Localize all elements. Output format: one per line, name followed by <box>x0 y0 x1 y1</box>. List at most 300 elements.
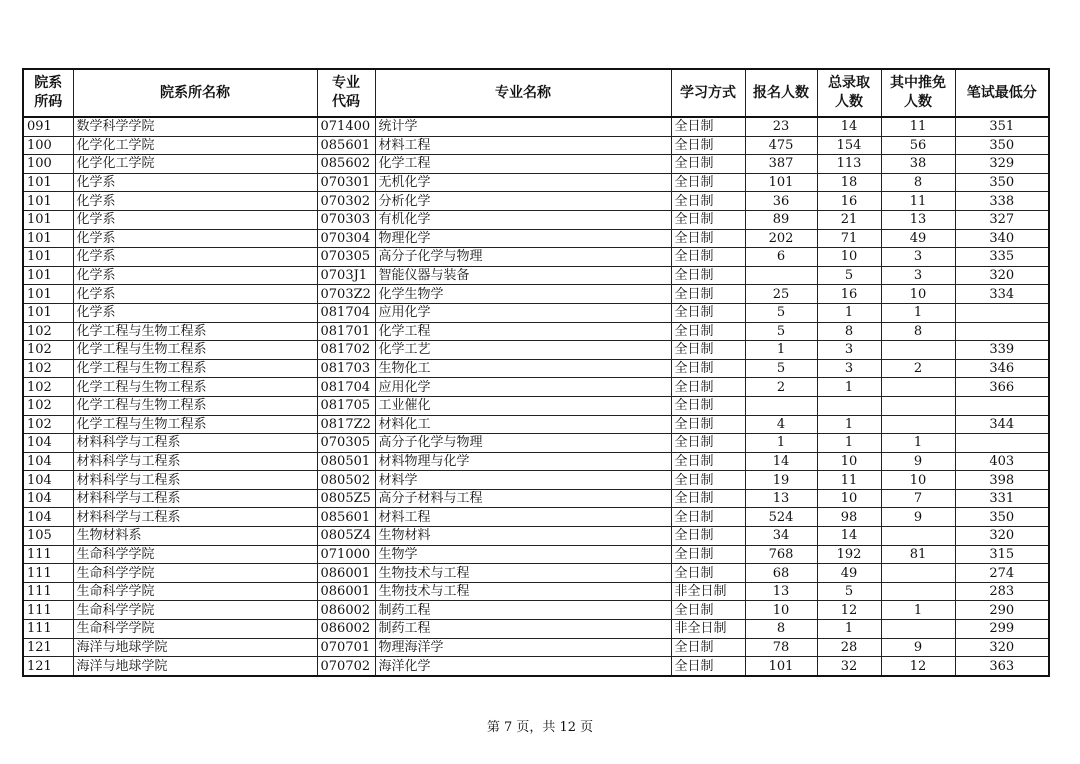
cell-exempt <box>881 396 955 415</box>
cell-major-name: 化学工艺 <box>375 341 671 360</box>
cell-applicants: 475 <box>745 136 817 155</box>
cell-study-mode: 全日制 <box>671 341 745 360</box>
header-min-score <box>955 69 1049 117</box>
cell-major-name: 高分子化学与物理 <box>375 248 671 267</box>
cell-major-name: 海洋化学 <box>375 657 671 676</box>
header-label-line: 人数 <box>835 94 863 110</box>
cell-dept-code: 102 <box>23 341 73 360</box>
header-label-line: 所码 <box>34 94 63 110</box>
table-row <box>23 527 1049 546</box>
cell-applicants: 19 <box>745 471 817 490</box>
cell-dept-code: 091 <box>23 117 73 136</box>
cell-major-code: 070305 <box>317 434 375 453</box>
cell-dept-code: 101 <box>23 173 73 192</box>
cell-dept-code: 104 <box>23 434 73 453</box>
cell-study-mode: 全日制 <box>671 601 745 620</box>
cell-exempt: 11 <box>881 192 955 211</box>
cell-major-name: 材料工程 <box>375 136 671 155</box>
cell-dept-name: 化学系 <box>73 173 317 192</box>
cell-major-name: 统计学 <box>375 117 671 136</box>
cell-min-score: 283 <box>955 582 1049 601</box>
cell-min-score: 398 <box>955 471 1049 490</box>
cell-dept-code: 104 <box>23 452 73 471</box>
cell-exempt: 11 <box>881 117 955 136</box>
cell-study-mode: 全日制 <box>671 396 745 415</box>
cell-applicants: 4 <box>745 415 817 434</box>
header-major-code <box>317 69 375 117</box>
cell-exempt <box>881 415 955 434</box>
cell-major-name: 智能仪器与装备 <box>375 266 671 285</box>
cell-min-score: 320 <box>955 266 1049 285</box>
cell-major-code: 086001 <box>317 564 375 583</box>
cell-min-score: 366 <box>955 378 1049 397</box>
cell-study-mode: 全日制 <box>671 192 745 211</box>
table-row <box>23 489 1049 508</box>
cell-study-mode: 全日制 <box>671 285 745 304</box>
cell-dept-code: 111 <box>23 564 73 583</box>
cell-study-mode: 全日制 <box>671 545 745 564</box>
cell-exempt: 1 <box>881 303 955 322</box>
cell-dept-code: 111 <box>23 545 73 564</box>
cell-min-score <box>955 396 1049 415</box>
cell-min-score: 320 <box>955 638 1049 657</box>
cell-exempt: 38 <box>881 155 955 174</box>
cell-major-code: 081704 <box>317 303 375 322</box>
cell-dept-code: 102 <box>23 396 73 415</box>
cell-applicants: 202 <box>745 229 817 248</box>
header-applicants <box>745 69 817 117</box>
cell-major-code: 070303 <box>317 210 375 229</box>
cell-dept-name: 海洋与地球学院 <box>73 657 317 676</box>
cell-dept-name: 化学工程与生物工程系 <box>73 396 317 415</box>
cell-min-score: 329 <box>955 155 1049 174</box>
table-row <box>23 508 1049 527</box>
cell-dept-code: 111 <box>23 582 73 601</box>
cell-applicants <box>745 396 817 415</box>
cell-major-code: 070302 <box>317 192 375 211</box>
cell-major-code: 081705 <box>317 396 375 415</box>
cell-applicants: 1 <box>745 341 817 360</box>
cell-study-mode: 非全日制 <box>671 582 745 601</box>
table-row <box>23 564 1049 583</box>
cell-major-code: 081703 <box>317 359 375 378</box>
cell-exempt <box>881 527 955 546</box>
cell-dept-name: 化学工程与生物工程系 <box>73 415 317 434</box>
cell-exempt <box>881 620 955 639</box>
cell-applicants: 768 <box>745 545 817 564</box>
cell-applicants: 36 <box>745 192 817 211</box>
cell-major-code: 070305 <box>317 248 375 267</box>
header-label-line: 人数 <box>904 94 932 110</box>
table-row <box>23 657 1049 676</box>
header-label-line: 院系 <box>34 75 63 91</box>
cell-admitted: 113 <box>817 155 881 174</box>
cell-min-score: 346 <box>955 359 1049 378</box>
table-row <box>23 359 1049 378</box>
cell-applicants: 25 <box>745 285 817 304</box>
cell-study-mode: 全日制 <box>671 266 745 285</box>
cell-min-score: 334 <box>955 285 1049 304</box>
header-major-name <box>375 69 671 117</box>
cell-applicants: 387 <box>745 155 817 174</box>
header-admitted <box>817 69 881 117</box>
cell-major-name: 制药工程 <box>375 601 671 620</box>
cell-dept-name: 生命科学学院 <box>73 564 317 583</box>
cell-dept-name: 化学工程与生物工程系 <box>73 322 317 341</box>
cell-study-mode: 全日制 <box>671 378 745 397</box>
cell-study-mode: 全日制 <box>671 508 745 527</box>
cell-major-code: 081702 <box>317 341 375 360</box>
cell-major-code: 070701 <box>317 638 375 657</box>
cell-admitted: 16 <box>817 285 881 304</box>
cell-applicants: 13 <box>745 489 817 508</box>
cell-dept-code: 111 <box>23 601 73 620</box>
cell-major-name: 应用化学 <box>375 378 671 397</box>
cell-dept-name: 生命科学学院 <box>73 601 317 620</box>
cell-applicants: 23 <box>745 117 817 136</box>
cell-admitted: 5 <box>817 266 881 285</box>
cell-dept-code: 105 <box>23 527 73 546</box>
table-row <box>23 229 1049 248</box>
cell-admitted: 98 <box>817 508 881 527</box>
cell-applicants: 5 <box>745 322 817 341</box>
header-label-line: 专业 <box>332 75 360 91</box>
cell-exempt: 10 <box>881 285 955 304</box>
cell-major-name: 化学工程 <box>375 155 671 174</box>
cell-major-code: 0805Z4 <box>317 527 375 546</box>
cell-study-mode: 全日制 <box>671 210 745 229</box>
cell-exempt: 1 <box>881 434 955 453</box>
cell-dept-name: 材料科学与工程系 <box>73 434 317 453</box>
cell-admitted: 11 <box>817 471 881 490</box>
table-row <box>23 452 1049 471</box>
cell-dept-name: 化学工程与生物工程系 <box>73 341 317 360</box>
table-row <box>23 378 1049 397</box>
cell-admitted: 32 <box>817 657 881 676</box>
cell-exempt: 10 <box>881 471 955 490</box>
table-row <box>23 434 1049 453</box>
cell-dept-name: 材料科学与工程系 <box>73 489 317 508</box>
cell-major-code: 081704 <box>317 378 375 397</box>
cell-admitted: 16 <box>817 192 881 211</box>
cell-exempt: 13 <box>881 210 955 229</box>
cell-admitted <box>817 396 881 415</box>
cell-applicants: 8 <box>745 620 817 639</box>
cell-dept-name: 化学化工学院 <box>73 136 317 155</box>
cell-applicants: 524 <box>745 508 817 527</box>
header-label-line: 笔试最低分 <box>966 84 1037 101</box>
cell-dept-code: 102 <box>23 322 73 341</box>
cell-applicants: 78 <box>745 638 817 657</box>
cell-dept-name: 化学系 <box>73 229 317 248</box>
cell-major-code: 070304 <box>317 229 375 248</box>
cell-study-mode: 全日制 <box>671 434 745 453</box>
table-row <box>23 322 1049 341</box>
table-row <box>23 341 1049 360</box>
header-label-line: 总录取 <box>828 75 870 91</box>
table-row <box>23 396 1049 415</box>
cell-dept-code: 104 <box>23 508 73 527</box>
cell-study-mode: 全日制 <box>671 322 745 341</box>
cell-dept-code: 101 <box>23 285 73 304</box>
cell-study-mode: 全日制 <box>671 527 745 546</box>
table-body <box>23 117 1049 676</box>
cell-applicants: 68 <box>745 564 817 583</box>
cell-exempt: 56 <box>881 136 955 155</box>
cell-dept-code: 121 <box>23 657 73 676</box>
cell-dept-code: 121 <box>23 638 73 657</box>
cell-dept-code: 104 <box>23 471 73 490</box>
cell-admitted: 21 <box>817 210 881 229</box>
cell-admitted: 5 <box>817 582 881 601</box>
cell-min-score: 350 <box>955 173 1049 192</box>
cell-major-name: 高分子化学与物理 <box>375 434 671 453</box>
cell-study-mode: 全日制 <box>671 471 745 490</box>
cell-exempt: 9 <box>881 638 955 657</box>
cell-applicants: 34 <box>745 527 817 546</box>
cell-admitted: 18 <box>817 173 881 192</box>
cell-dept-code: 111 <box>23 620 73 639</box>
cell-study-mode: 全日制 <box>671 657 745 676</box>
table-header-row <box>23 69 1049 117</box>
table-row <box>23 638 1049 657</box>
cell-major-code: 0703Z2 <box>317 285 375 304</box>
cell-study-mode: 全日制 <box>671 229 745 248</box>
cell-applicants: 13 <box>745 582 817 601</box>
cell-major-name: 材料化工 <box>375 415 671 434</box>
cell-major-code: 071000 <box>317 545 375 564</box>
cell-admitted: 71 <box>817 229 881 248</box>
table-row <box>23 285 1049 304</box>
cell-exempt: 49 <box>881 229 955 248</box>
table-row <box>23 192 1049 211</box>
cell-major-name: 工业催化 <box>375 396 671 415</box>
cell-min-score <box>955 322 1049 341</box>
cell-dept-name: 材料科学与工程系 <box>73 471 317 490</box>
cell-exempt <box>881 582 955 601</box>
cell-study-mode: 全日制 <box>671 564 745 583</box>
cell-exempt <box>881 341 955 360</box>
table-row <box>23 136 1049 155</box>
cell-applicants: 101 <box>745 173 817 192</box>
cell-major-name: 材料物理与化学 <box>375 452 671 471</box>
cell-exempt: 12 <box>881 657 955 676</box>
cell-major-name: 应用化学 <box>375 303 671 322</box>
cell-major-code: 085602 <box>317 155 375 174</box>
cell-min-score: 351 <box>955 117 1049 136</box>
cell-dept-name: 海洋与地球学院 <box>73 638 317 657</box>
cell-major-name: 生物技术与工程 <box>375 564 671 583</box>
cell-exempt: 1 <box>881 601 955 620</box>
cell-study-mode: 非全日制 <box>671 620 745 639</box>
cell-exempt: 3 <box>881 266 955 285</box>
cell-dept-name: 化学系 <box>73 303 317 322</box>
cell-admitted: 14 <box>817 527 881 546</box>
cell-major-code: 0817Z2 <box>317 415 375 434</box>
cell-major-name: 生物技术与工程 <box>375 582 671 601</box>
cell-major-code: 086002 <box>317 620 375 639</box>
cell-dept-name: 化学工程与生物工程系 <box>73 359 317 378</box>
page-footer: 第 7 页，共 12 页 <box>486 720 594 735</box>
cell-major-code: 071400 <box>317 117 375 136</box>
cell-min-score: 299 <box>955 620 1049 639</box>
cell-applicants: 1 <box>745 434 817 453</box>
cell-dept-code: 101 <box>23 248 73 267</box>
table-row <box>23 582 1049 601</box>
cell-dept-name: 化学工程与生物工程系 <box>73 378 317 397</box>
cell-study-mode: 全日制 <box>671 359 745 378</box>
header-label-line: 院系所名称 <box>160 84 230 101</box>
table-row <box>23 545 1049 564</box>
cell-major-name: 高分子材料与工程 <box>375 489 671 508</box>
cell-major-code: 0703J1 <box>317 266 375 285</box>
cell-dept-code: 100 <box>23 136 73 155</box>
cell-major-name: 材料学 <box>375 471 671 490</box>
table-row <box>23 471 1049 490</box>
cell-major-name: 分析化学 <box>375 192 671 211</box>
cell-applicants: 6 <box>745 248 817 267</box>
cell-dept-name: 化学系 <box>73 266 317 285</box>
cell-min-score: 331 <box>955 489 1049 508</box>
cell-applicants: 14 <box>745 452 817 471</box>
cell-min-score: 340 <box>955 229 1049 248</box>
cell-exempt: 9 <box>881 452 955 471</box>
cell-applicants: 10 <box>745 601 817 620</box>
cell-study-mode: 全日制 <box>671 638 745 657</box>
cell-major-code: 0805Z5 <box>317 489 375 508</box>
header-exempt <box>881 69 955 117</box>
table-row <box>23 620 1049 639</box>
cell-admitted: 1 <box>817 415 881 434</box>
table-row <box>23 210 1049 229</box>
cell-dept-name: 材料科学与工程系 <box>73 508 317 527</box>
cell-major-name: 有机化学 <box>375 210 671 229</box>
cell-dept-code: 102 <box>23 359 73 378</box>
cell-study-mode: 全日制 <box>671 117 745 136</box>
cell-min-score: 327 <box>955 210 1049 229</box>
cell-dept-name: 生物材料系 <box>73 527 317 546</box>
header-dept-code <box>23 69 73 117</box>
cell-major-name: 生物学 <box>375 545 671 564</box>
cell-admitted: 192 <box>817 545 881 564</box>
cell-dept-name: 化学系 <box>73 210 317 229</box>
cell-dept-name: 化学化工学院 <box>73 155 317 174</box>
cell-major-code: 086002 <box>317 601 375 620</box>
cell-admitted: 12 <box>817 601 881 620</box>
cell-study-mode: 全日制 <box>671 173 745 192</box>
header-study-mode <box>671 69 745 117</box>
header-dept-name <box>73 69 317 117</box>
cell-admitted: 10 <box>817 489 881 508</box>
header-label-line: 代码 <box>332 94 360 110</box>
cell-major-name: 化学工程 <box>375 322 671 341</box>
cell-dept-name: 生命科学学院 <box>73 582 317 601</box>
cell-min-score: 315 <box>955 545 1049 564</box>
table-row <box>23 415 1049 434</box>
header-label-line: 学习方式 <box>680 84 736 101</box>
cell-admitted: 1 <box>817 620 881 639</box>
cell-major-code: 085601 <box>317 508 375 527</box>
cell-applicants: 2 <box>745 378 817 397</box>
cell-applicants: 89 <box>745 210 817 229</box>
table-row <box>23 248 1049 267</box>
cell-exempt: 3 <box>881 248 955 267</box>
cell-major-code: 070301 <box>317 173 375 192</box>
cell-dept-name: 材料科学与工程系 <box>73 452 317 471</box>
cell-major-name: 生物材料 <box>375 527 671 546</box>
cell-major-code: 080502 <box>317 471 375 490</box>
cell-admitted: 10 <box>817 452 881 471</box>
cell-dept-code: 101 <box>23 192 73 211</box>
cell-dept-code: 101 <box>23 266 73 285</box>
cell-applicants: 5 <box>745 359 817 378</box>
cell-min-score <box>955 434 1049 453</box>
cell-study-mode: 全日制 <box>671 303 745 322</box>
cell-admitted: 3 <box>817 359 881 378</box>
cell-min-score: 335 <box>955 248 1049 267</box>
cell-study-mode: 全日制 <box>671 415 745 434</box>
cell-study-mode: 全日制 <box>671 452 745 471</box>
table-row <box>23 303 1049 322</box>
cell-admitted: 1 <box>817 303 881 322</box>
cell-major-code: 085601 <box>317 136 375 155</box>
cell-admitted: 8 <box>817 322 881 341</box>
cell-admitted: 28 <box>817 638 881 657</box>
cell-major-name: 材料工程 <box>375 508 671 527</box>
table-row <box>23 601 1049 620</box>
cell-major-name: 物理化学 <box>375 229 671 248</box>
cell-major-name: 化学生物学 <box>375 285 671 304</box>
cell-exempt: 8 <box>881 322 955 341</box>
cell-major-name: 无机化学 <box>375 173 671 192</box>
cell-dept-name: 化学系 <box>73 248 317 267</box>
cell-admitted: 1 <box>817 434 881 453</box>
cell-dept-code: 101 <box>23 229 73 248</box>
table-row <box>23 155 1049 174</box>
cell-major-code: 086001 <box>317 582 375 601</box>
cell-major-code: 070702 <box>317 657 375 676</box>
cell-admitted: 154 <box>817 136 881 155</box>
header-label-line: 报名人数 <box>753 84 809 101</box>
cell-min-score: 274 <box>955 564 1049 583</box>
cell-dept-name: 数学科学学院 <box>73 117 317 136</box>
cell-exempt <box>881 564 955 583</box>
table-row <box>23 117 1049 136</box>
cell-dept-code: 102 <box>23 378 73 397</box>
cell-exempt: 2 <box>881 359 955 378</box>
cell-major-code: 081701 <box>317 322 375 341</box>
cell-dept-code: 100 <box>23 155 73 174</box>
cell-min-score <box>955 303 1049 322</box>
admissions-table <box>22 68 1050 677</box>
cell-dept-code: 102 <box>23 415 73 434</box>
cell-exempt: 8 <box>881 173 955 192</box>
cell-min-score: 350 <box>955 508 1049 527</box>
cell-study-mode: 全日制 <box>671 248 745 267</box>
cell-applicants: 101 <box>745 657 817 676</box>
cell-major-name: 制药工程 <box>375 620 671 639</box>
cell-min-score: 403 <box>955 452 1049 471</box>
cell-admitted: 1 <box>817 378 881 397</box>
cell-dept-name: 化学系 <box>73 192 317 211</box>
cell-applicants <box>745 266 817 285</box>
table-row <box>23 266 1049 285</box>
cell-admitted: 3 <box>817 341 881 360</box>
cell-study-mode: 全日制 <box>671 489 745 508</box>
cell-major-code: 080501 <box>317 452 375 471</box>
cell-min-score: 363 <box>955 657 1049 676</box>
cell-dept-code: 101 <box>23 210 73 229</box>
